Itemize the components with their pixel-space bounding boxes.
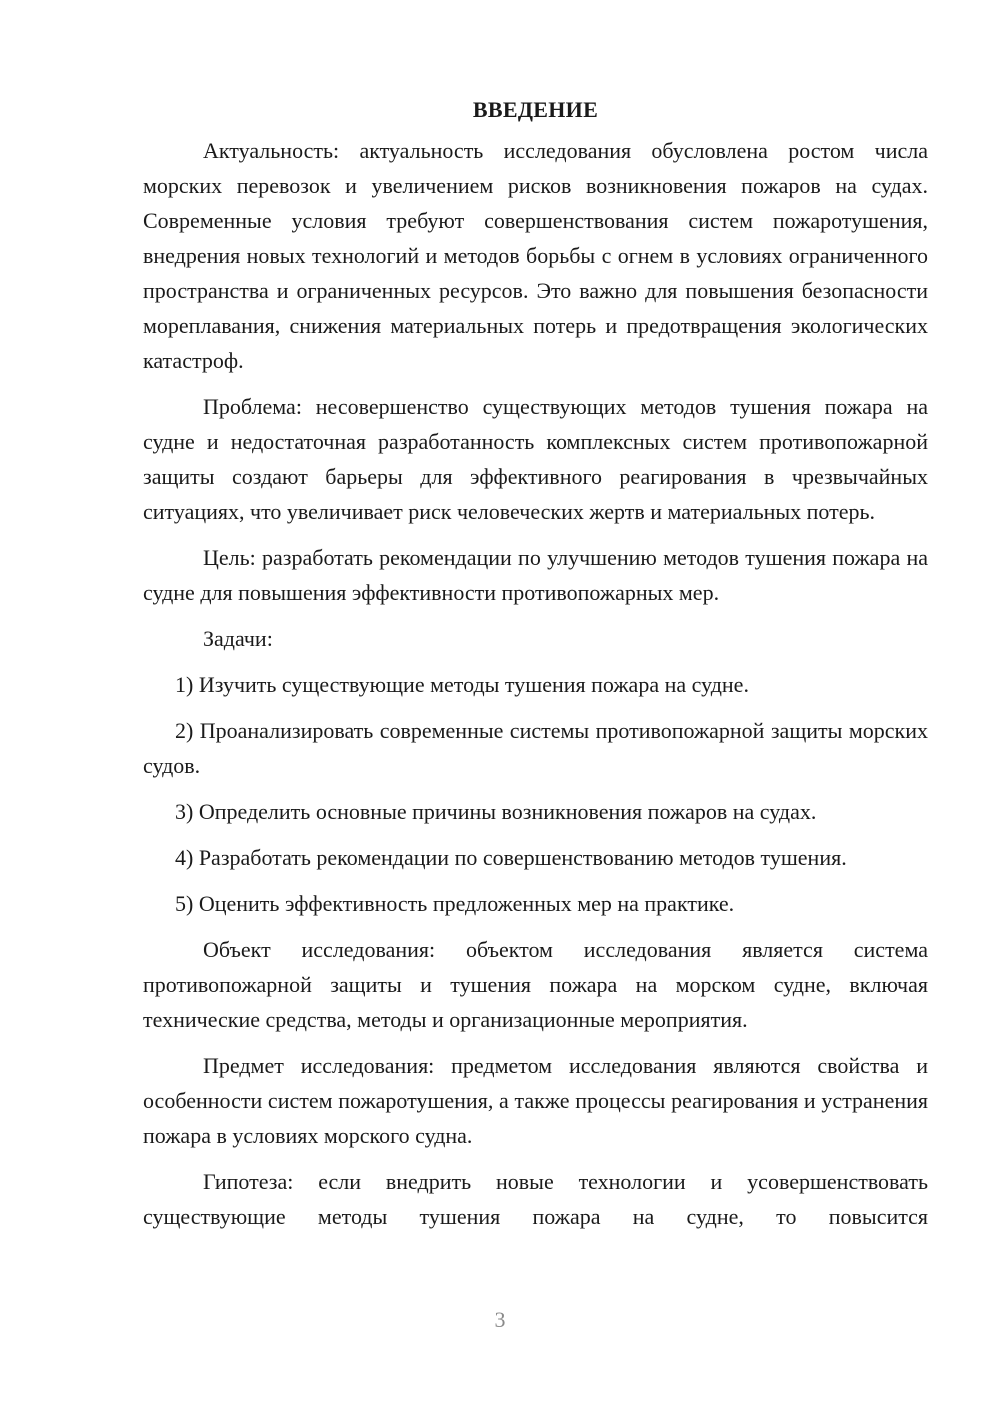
relevance-paragraph: Актуальность: актуальность исследования обусловлена ростом числа морских перевозок и увеличением рисков возникновения пожаров на судах. Современные условия требуют совершенствования систем пожаротушения, внедрения новых технологий и методов борьбы с огнем в условиях ограниченного пространства и ограниченных ресурсов. Это важно для повышения безопасности мореплавания, снижения материальных потерь и предотвращения экологических катастроф. <box>143 138 928 373</box>
goal-paragraph: Цель: разработать рекомендации по улучшению методов тушения пожара на судне для повышения эффективности противопожарных мер. <box>143 545 928 605</box>
problem-paragraph: Проблема: несовершенство существующих методов тушения пожара на судне и недостаточная разработанность комплексных систем противопожарной защиты создают барьеры для эффективного реагирования в чрезвычайных ситуациях, что увеличивает риск человеческих жертв и материальных потерь. <box>143 394 928 524</box>
task-item-4: 4) Разработать рекомендации по совершенствованию методов тушения. <box>175 845 847 870</box>
task-item-2: 2) Проанализировать современные системы противопожарной защиты морских судов. <box>143 718 928 778</box>
task-item-3: 3) Определить основные причины возникновения пожаров на судах. <box>175 799 817 824</box>
task-item-1: 1) Изучить существующие методы тушения пожара на судне. <box>175 672 749 697</box>
object-paragraph: Объект исследования: объектом исследования является система противопожарной защиты и тушения пожара на морском судне, включая технические средства, методы и организационные мероприятия. <box>143 937 928 1032</box>
subject-paragraph: Предмет исследования: предметом исследования являются свойства и особенности систем пожаротушения, а также процессы реагирования и устранения пожара в условиях морского судна. <box>143 1053 928 1148</box>
task-item-5: 5) Оценить эффективность предложенных мер на практике. <box>175 891 735 916</box>
tasks-title: Задачи: <box>203 626 273 651</box>
section-heading: ВВЕДЕНИЕ <box>472 97 599 122</box>
page-number: 3 <box>494 1307 506 1332</box>
hypothesis-paragraph: Гипотеза: если внедрить новые технологии и усовершенствовать существующие методы тушения пожара на судне, то повысится <box>143 1169 928 1229</box>
page-content <box>143 92 928 1234</box>
